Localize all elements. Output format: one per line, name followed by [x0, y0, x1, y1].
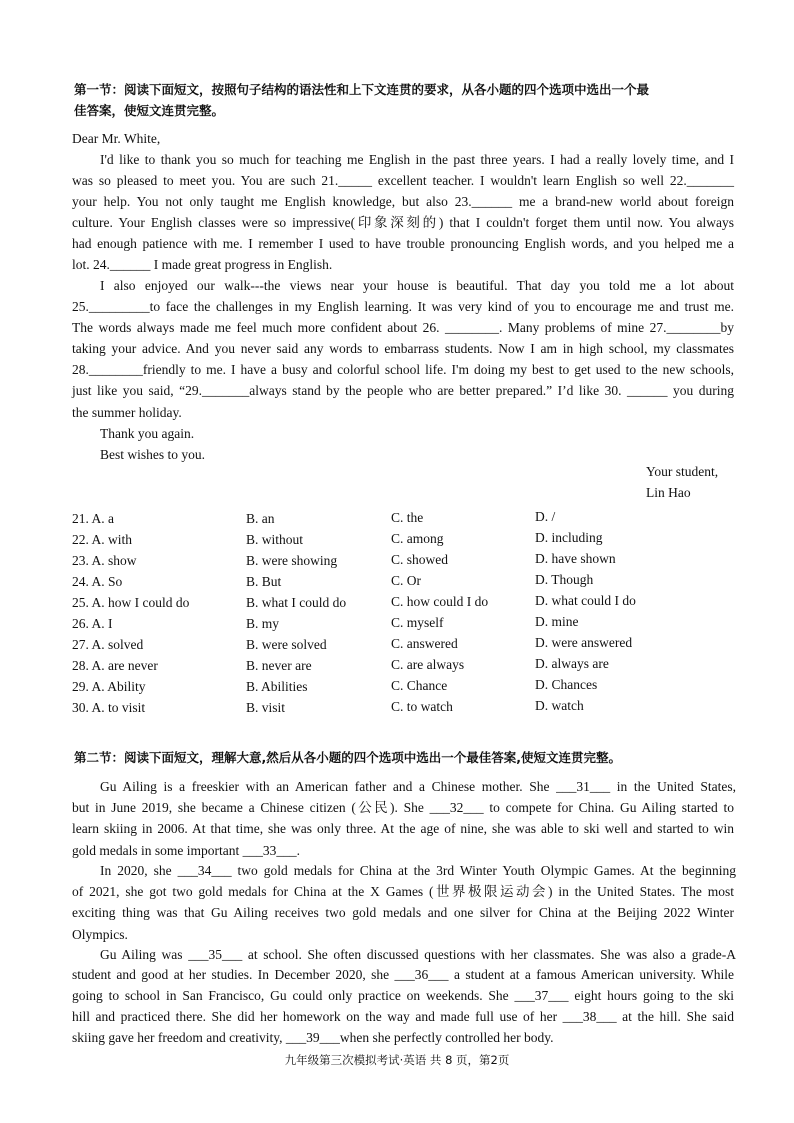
option-d: D. / [535, 509, 556, 524]
passage2-line: hill and practiced there. She did her homework on the way and made full use of her ___38___ at the hill. She said [72, 1009, 734, 1024]
option-d: D. including [535, 530, 603, 545]
passage1-line: 25._________to face the challenges in my English learning. It was very kind of you to encourage me and trust me. [72, 299, 734, 314]
passage2-line: Gu Ailing is a freeskier with an American father and a Chinese mother. She ___31___ in the United States, [100, 779, 736, 794]
option-c: C. myself [391, 615, 444, 630]
option-b: B. But [246, 574, 282, 589]
passage1-line: The words always made me feel much more confident about 26. ________. Many problems of mine 27.________by [72, 320, 734, 335]
section1-heading [74, 79, 736, 121]
passage1-line: your help. You not only taught me English knowledge, but also 23.______ me a brand-new world about foreign [72, 194, 734, 209]
option-d: D. watch [535, 698, 584, 713]
option-b: B. my [246, 616, 280, 631]
option-c: C. the [391, 510, 424, 525]
passage1-line: I'd like to thank you so much for teaching me English in the past three years. I had a really lovely time, and I [100, 152, 734, 167]
option-b: B. were showing [246, 553, 338, 568]
option-a: 30. A. to visit [72, 700, 146, 715]
option-c: C. among [391, 531, 444, 546]
closing-thanks: Thank you again. [100, 426, 195, 441]
option-b: B. visit [246, 700, 286, 715]
signature-name: Lin Hao [646, 485, 691, 500]
option-a: 29. A. Ability [72, 679, 146, 694]
option-b: B. never are [246, 658, 312, 673]
option-a: 28. A. are never [72, 658, 158, 673]
option-d: D. have shown [535, 551, 616, 566]
passage2-line: Olympics. [72, 927, 128, 942]
passage2-line: In 2020, she ___34___ two gold medals for China at the 3rd Winter Youth Olympic Games. At the beginning [100, 863, 736, 878]
option-d: D. always are [535, 656, 609, 671]
passage2-line: student and good at her studies. In December 2020, she ___36___ a student at a famous American university. While [72, 967, 734, 982]
passage2-line: going to school in San Francisco, Gu could only practice on weekends. She ___37___ eight hours going to the ski [72, 988, 734, 1003]
passage1-line: was so pleased to meet you. You are such 21._____ excellent teacher. I wouldn't learn English so well 22._______ [72, 173, 734, 188]
option-a: 22. A. with [72, 532, 133, 547]
closing-wishes: Best wishes to you. [100, 447, 206, 462]
option-b: B. were solved [246, 637, 327, 652]
option-a: 23. A. show [72, 553, 137, 568]
passage2-line: gold medals in some important ___33___. [72, 843, 300, 858]
passage1-line: just like you said, “29._______always stand by the people who are better prepared.” I’d like 30. ______ you during [72, 383, 734, 398]
option-a: 25. A. how I could do [72, 595, 190, 610]
option-a: 24. A. So [72, 574, 123, 589]
passage1-line: taking your advice. And you never said any words to embarrass students. Now I am in high school, my classmates [72, 341, 734, 356]
passage1-line: the summer holiday. [72, 405, 182, 420]
signature-line1: Your student, [646, 464, 719, 479]
option-b: B. Abilities [246, 679, 308, 694]
option-d: D. what could I do [535, 593, 636, 608]
passage2-line: skiing gave her freedom and creativity, ___39___when she perfectly controlled her body. [72, 1030, 554, 1045]
passage1-line: lot. 24.______ I made great progress in English. [72, 257, 333, 272]
option-a: 21. A. a [72, 511, 114, 526]
option-c: C. Chance [391, 678, 448, 693]
page-footer: 九年级第三次模拟考试·英语 共 8 页，第2页 [284, 1053, 510, 1067]
passage2-line: of 2021, she got two gold medals for China at the X Games (世界极限运动会) in the United States. The most [72, 884, 734, 899]
salutation: Dear Mr. White, [72, 131, 161, 146]
option-d: D. Though [535, 572, 594, 587]
option-d: D. were answered [535, 635, 633, 650]
passage2-line: exciting thing was that Gu Ailing receives two gold medals and one silver for China at the Beijing 2022 Winter [72, 905, 734, 920]
option-c: C. Or [391, 573, 421, 588]
passage2-line: learn skiing in 2006. At that time, she was only three. At the age of nine, she was able to ski well and started to win [72, 821, 734, 836]
option-c: C. are always [391, 657, 465, 672]
option-a: 26. A. I [72, 616, 113, 631]
passage2-line: Gu Ailing was ___35___ at school. She often discussed questions with her classmates. She was also a grade-A [100, 947, 736, 962]
option-b: B. an [246, 511, 275, 526]
section1-heading-line2: 佳答案，使短文连贯完整。 [74, 103, 225, 118]
option-c: C. to watch [391, 699, 453, 714]
option-a: 27. A. solved [72, 637, 144, 652]
passage1-line: I also enjoyed our walk---the views near your house is beautiful. That day you told me a lot about [100, 278, 734, 293]
option-c: C. answered [391, 636, 458, 651]
option-b: B. without [246, 532, 304, 547]
section2-heading: 第二节：阅读下面短文，理解大意,然后从各小题的四个选项中选出一个最佳答案,使短文连贯完整。 [74, 750, 621, 765]
passage1-line: 28.________friendly to me. I have a busy and colorful school life. I'm doing my best to get used to the new schools, [72, 362, 734, 377]
option-d: D. Chances [535, 677, 598, 692]
passage2-line: but in June 2019, she became a Chinese citizen (公民). She ___32___ to compete for China. Gu Ailing started to [72, 800, 734, 815]
option-b: B. what I could do [246, 595, 347, 610]
option-d: D. mine [535, 614, 579, 629]
option-c: C. showed [391, 552, 448, 567]
option-c: C. how could I do [391, 594, 489, 609]
section1-heading-line1: 第一节：阅读下面短文，按照句子结构的语法性和上下文连贯的要求，从各小题的四个选项中选出一个最 [74, 82, 650, 97]
passage1-line: culture. Your English classes were so impressive(印象深刻的) that I couldn't forget them until now. You always [72, 215, 734, 230]
passage1-line: had enough patience with me. I remember I used to have trouble pronouncing English words, and you helped me a [72, 236, 734, 251]
